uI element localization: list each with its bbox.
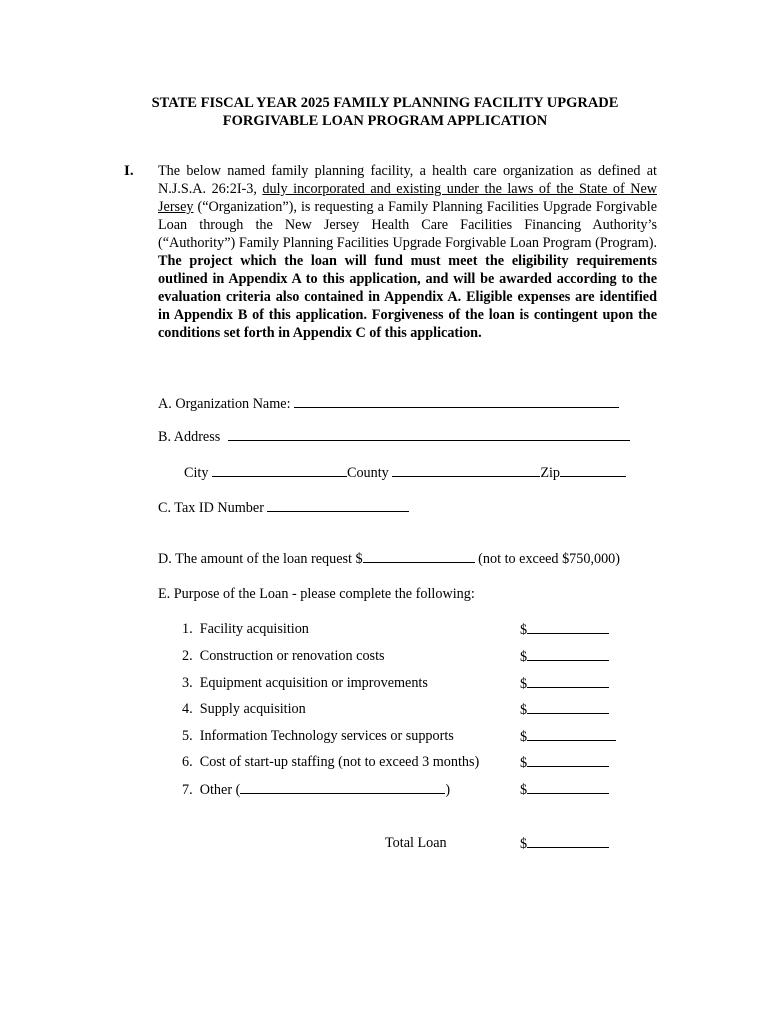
purpose-amount	[520, 781, 609, 799]
page-title: STATE FISCAL YEAR 2025 FAMILY PLANNING FACILITY UPGRADE	[151, 95, 619, 111]
purpose-item-number: 5.	[182, 728, 193, 744]
county-field[interactable]	[392, 464, 540, 477]
intro-text-continued: (“Organization”), is requesting a Family Planning Facilities Upgrade Forgivable Loan through the New Jersey Health Care Facilities Financing Authority’s (“Authority”) Family Planning Facilities Upgrade Forgivable Loan Program (Program).	[158, 199, 657, 251]
purpose-item-number: 6.	[182, 754, 193, 770]
loan-amount-field[interactable]	[363, 550, 475, 563]
purpose-item	[182, 754, 479, 771]
loan-amount-row	[158, 550, 620, 568]
purpose-item-label: Supply acquisition	[199, 701, 306, 717]
page-subtitle: FORGIVABLE LOAN PROGRAM APPLICATION	[222, 113, 548, 129]
tax-id-row	[158, 499, 409, 517]
purpose-amount	[520, 675, 609, 693]
loan-limit-note: (not to exceed $750,000)	[474, 551, 621, 567]
purpose-item-number: 2.	[182, 648, 193, 664]
purpose-item-label: Equipment acquisition or improvements	[199, 675, 428, 691]
county-label: County	[347, 465, 389, 481]
city-field[interactable]	[212, 464, 347, 477]
purpose-item-label: Facility acquisition	[199, 621, 309, 637]
total-loan-amount	[520, 835, 609, 853]
purpose-amount-field[interactable]	[527, 675, 609, 688]
currency-symbol: $	[520, 836, 528, 852]
purpose-amount-field[interactable]	[527, 754, 609, 767]
purpose-amount-field[interactable]	[527, 781, 609, 794]
purpose-amount-field[interactable]	[527, 728, 616, 741]
currency-symbol: $	[520, 782, 528, 798]
organization-name-field[interactable]	[294, 395, 619, 408]
purpose-item	[182, 728, 454, 745]
purpose-item	[182, 781, 450, 799]
purpose-item-number: 1.	[182, 621, 193, 637]
tax-id-field[interactable]	[267, 499, 409, 512]
other-purpose-field[interactable]	[240, 781, 445, 794]
intro-underlined-text: duly incorporated and existing under the laws of the State of New Jersey	[158, 181, 657, 215]
city-label: City	[184, 465, 209, 481]
currency-symbol: $	[520, 622, 528, 638]
loan-amount-label: D. The amount of the loan request $	[158, 551, 363, 567]
purpose-item-label: Information Technology services or supports	[199, 728, 454, 744]
purpose-item-label: Construction or renovation costs	[199, 648, 385, 664]
purpose-heading: E. Purpose of the Loan - please complete the following:	[158, 586, 475, 602]
intro-bold-text: The project which the loan will fund must meet the eligibility requirements outlined in Appendix A to this application, and will be awarded according to the evaluation criteria also contained in Appendix A. Eligible expenses are identified in Appendix B of this application. Forgiveness of the loan is contingent upon the conditions set forth in Appendix C of this application.	[158, 253, 657, 341]
purpose-item	[182, 675, 428, 692]
currency-symbol: $	[520, 676, 528, 692]
other-purpose-close: )	[445, 782, 451, 798]
currency-symbol: $	[520, 729, 528, 745]
purpose-amount	[520, 754, 609, 772]
address-field[interactable]	[228, 428, 630, 441]
organization-name-label: A. Organization Name:	[158, 396, 291, 412]
purpose-item-number: 3.	[182, 675, 193, 691]
purpose-item	[182, 701, 306, 718]
zip-field[interactable]	[560, 464, 626, 477]
currency-symbol: $	[520, 702, 528, 718]
purpose-amount	[520, 728, 616, 746]
purpose-amount	[520, 648, 609, 666]
tax-id-label: C. Tax ID Number	[158, 500, 264, 516]
address-label: B. Address	[158, 429, 221, 445]
city-county-zip-row	[184, 464, 626, 482]
currency-symbol: $	[520, 755, 528, 771]
purpose-amount-field[interactable]	[527, 701, 609, 714]
purpose-amount-field[interactable]	[527, 621, 609, 634]
intro-paragraph	[158, 162, 657, 342]
intro-text: The below named family planning facility, a health care organization as defined at N.J.S.A. 26:2I-3,	[158, 163, 657, 197]
currency-symbol: $	[520, 649, 528, 665]
purpose-item-number: 4.	[182, 701, 193, 717]
purpose-item-label: Other (	[199, 782, 241, 798]
total-loan-field[interactable]	[527, 835, 609, 848]
purpose-amount-field[interactable]	[527, 648, 609, 661]
purpose-amount	[520, 701, 609, 719]
purpose-item	[182, 621, 309, 638]
address-row	[158, 428, 630, 446]
purpose-amount	[520, 621, 609, 639]
purpose-item-label: Cost of start-up staffing (not to exceed 3 months)	[199, 754, 480, 770]
purpose-item-number: 7.	[182, 782, 193, 798]
zip-label: Zip	[540, 465, 561, 481]
organization-name-row	[158, 395, 619, 413]
purpose-item	[182, 648, 385, 665]
total-loan-label: Total Loan	[385, 835, 447, 851]
section-number: I.	[124, 163, 134, 179]
